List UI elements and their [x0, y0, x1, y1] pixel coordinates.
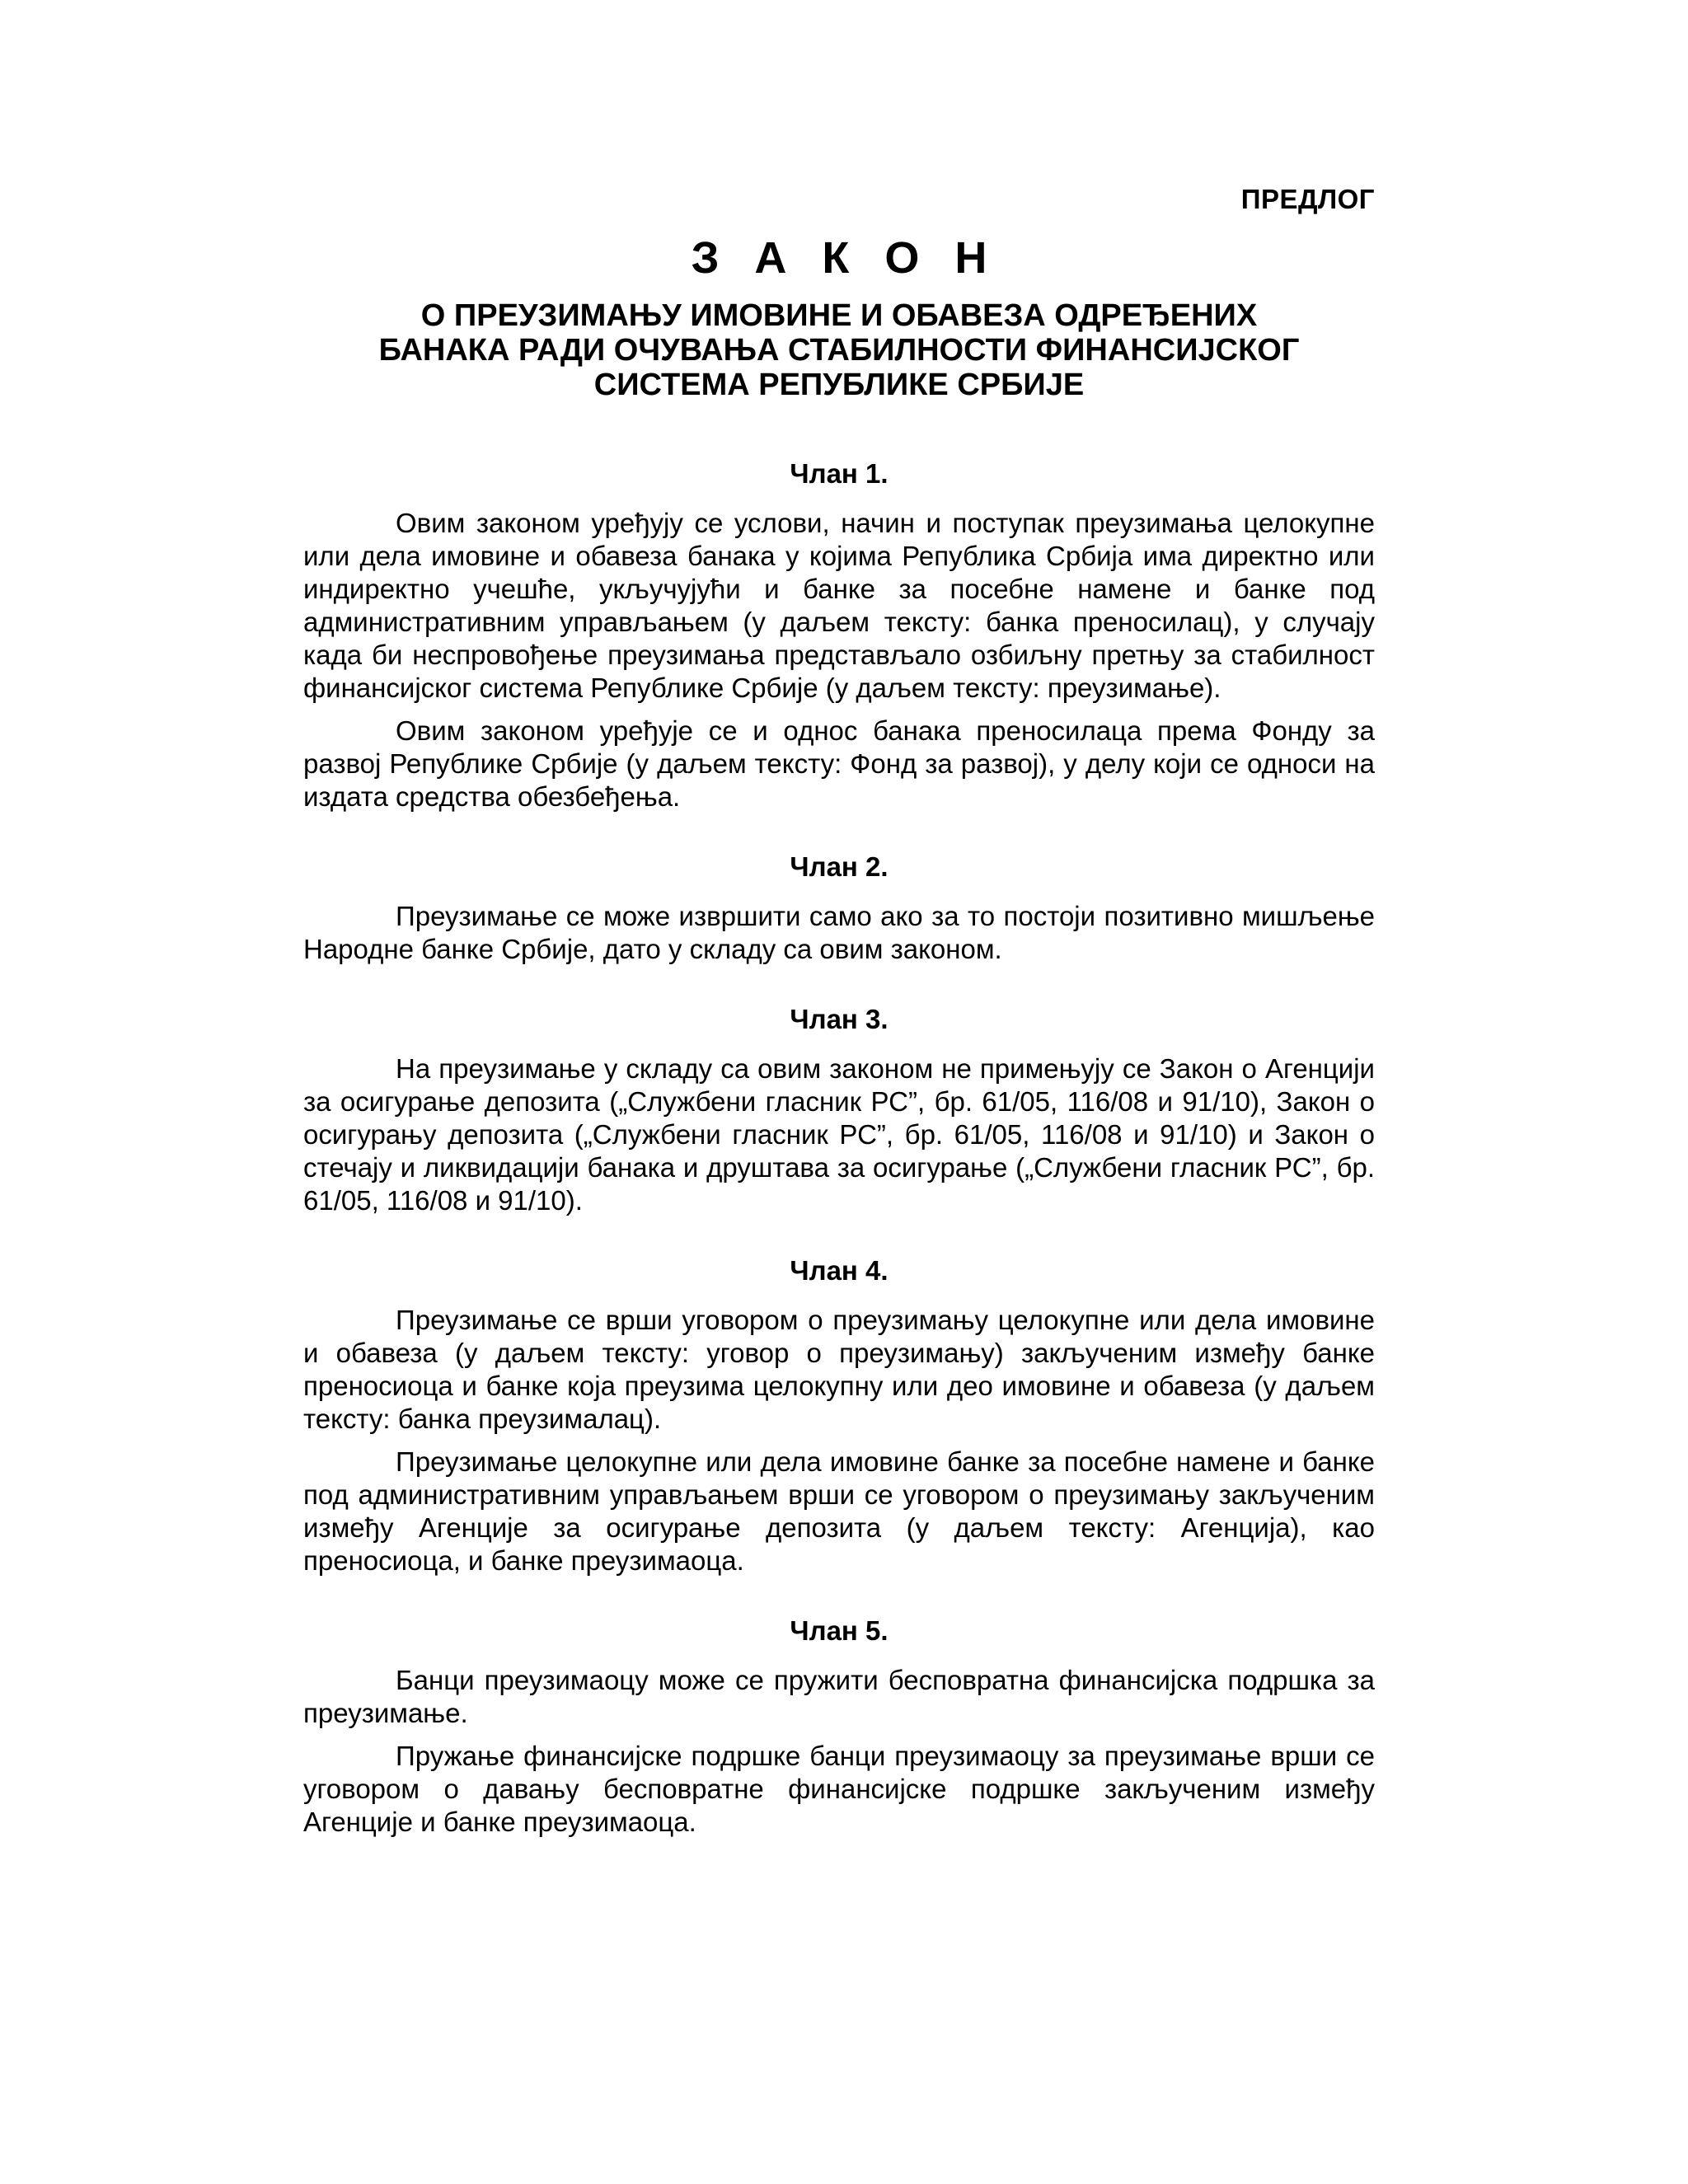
article-body [303, 1304, 1375, 1577]
paragraph: Преузимање се врши уговором о преузимању целокупне или дела имовине и обавеза (у даљем тексту: уговор о преузимању) закљученим између банке преносиоца и банке која преузима целокупну или део имовине и обавеза (у даљем тексту: банка преузималац). [303, 1305, 1375, 1434]
article-3 [303, 1003, 1375, 1217]
article-body [303, 900, 1375, 966]
article-body [303, 1664, 1375, 1839]
article-body [303, 507, 1375, 813]
document-subtitle [303, 298, 1375, 402]
article-5 [303, 1615, 1375, 1839]
article-heading: Члан 1. [790, 458, 889, 489]
subtitle-line: СИСТЕМА РЕПУБЛИКЕ СРБИЈЕ [593, 368, 1085, 402]
paragraph: Овим законом уређују се услови, начин и поступак преузимања целокупне или дела имовине и обавеза банака у којима Република Србија има директно или индиректно учешће, укључујући и банке за посебне намене и банке под административним управљањем (у даљем тексту: банка преносилац), у случају када би неспровођење преузимања представљало озбиљну претњу за стабилност финансијског система Републике Србије (у даљем тексту: преузимање). [303, 508, 1375, 703]
document-body [303, 457, 1375, 1876]
proposal-stamp: ПРЕДЛОГ [1240, 184, 1375, 214]
article-1 [303, 457, 1375, 813]
paragraph: На преузимање у складу са овим законом не примењују се Закон о Агенцији за осигурање депозита („Службени гласник РС”, бр. 61/05, 116/08 и 91/10), Закон о осигурању депозита („Службени гласник РС”, бр. 61/05, 116/08 и 91/10) и Закон о стечају и ликвидацији банака и друштава за осигурање („Службени гласник РС”, бр. 61/05, 116/08 и 91/10). [303, 1053, 1375, 1216]
article-heading: Члан 4. [790, 1255, 889, 1286]
article-2 [303, 851, 1375, 966]
paragraph: Пружање финансијске подршке банци преузимаоцу за преузимање врши се уговором о давању бесповратне финансијске подршке закљученим између Агенције и банке преузимаоца. [303, 1741, 1375, 1837]
paragraph: Преузимање се може извршити само ако за то постоји позитивно мишљење Народне банке Србије, дато у складу са овим законом. [303, 901, 1375, 964]
paragraph: Овим законом уређује се и однос банака преносилаца према Фонду за развој Републике Србије (у даљем тексту: Фонд за развој), у делу који се односи на издата средства обезбеђења. [303, 715, 1375, 812]
article-heading: Члан 2. [790, 851, 889, 882]
document-page [303, 0, 1375, 2184]
article-heading: Члан 3. [790, 1004, 889, 1034]
subtitle-line: БАНАКА РАДИ ОЧУВАЊА СТАБИЛНОСТИ ФИНАНСИЈСКОГ [378, 333, 1300, 368]
article-body [303, 1052, 1375, 1217]
article-heading: Члан 5. [790, 1615, 889, 1646]
article-4 [303, 1254, 1375, 1577]
paragraph: Банци преузимаоцу може се пружити бесповратна финансијска подршка за преузимање. [303, 1665, 1375, 1728]
paragraph: Преузимање целокупне или дела имовине банке за посебне намене и банке под административним управљањем врши се уговором о преузимању закљученим између Агенције за осигурање депозита (у даљем тексту: Агенција), као преносиоца, и банке преузимаоца. [303, 1446, 1375, 1576]
subtitle-line: О ПРЕУЗИМАЊУ ИМОВИНЕ И ОБАВЕЗА ОДРЕЂЕНИХ [420, 298, 1258, 333]
document-title: З А К О Н [691, 233, 999, 283]
